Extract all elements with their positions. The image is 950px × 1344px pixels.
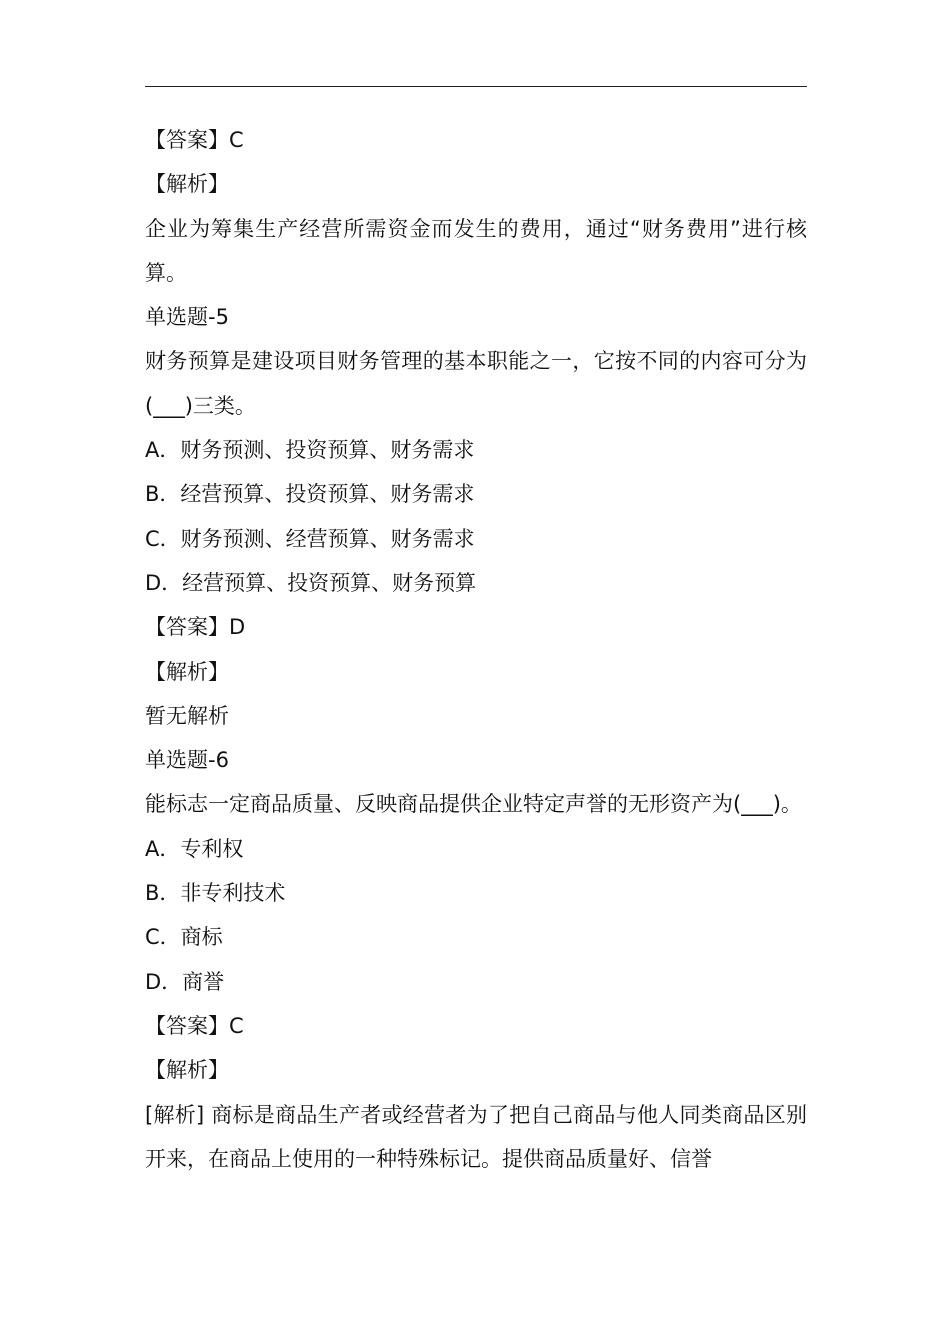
answer-label: 【答案】D <box>145 615 246 640</box>
analysis-label: 【解析】 <box>145 659 229 684</box>
option-a: A．专利权 <box>145 836 244 861</box>
question-stem: 能标志一定商品质量、反映商品提供企业特定声誉的无形资产为(___)。 <box>145 792 802 817</box>
question-title: 单选题-5 <box>145 305 229 330</box>
option-c: C．商标 <box>145 925 223 950</box>
analysis-text: 暂无解析 <box>145 703 229 728</box>
analysis-label: 【解析】 <box>145 172 229 197</box>
question-title: 单选题-6 <box>145 748 229 773</box>
answer-label: 【答案】C <box>145 128 244 152</box>
analysis-text: 企业为筹集生产经营所需资金而发生的费用，通过“财务费用”进行核算。 <box>145 216 807 285</box>
question-stem: 财务预算是建设项目财务管理的基本职能之一，它按不同的内容可分为(___)三类。 <box>145 349 807 418</box>
analysis-label: 【解析】 <box>145 1058 229 1083</box>
option-b: B．非专利技术 <box>145 881 286 906</box>
option-d: D．商誉 <box>145 969 225 994</box>
answer-label: 【答案】C <box>145 1013 244 1038</box>
option-b: B．经营预算、投资预算、财务需求 <box>145 482 475 507</box>
option-d: D．经营预算、投资预算、财务预算 <box>145 570 477 595</box>
option-c: C．财务预测、经营预算、财务需求 <box>145 526 475 551</box>
analysis-text: [解析] 商标是商品生产者或经营者为了把自己商品与他人同类商品区别开来，在商品上使用的一种特殊标记。提供商品质量好、信誉 <box>145 1102 807 1171</box>
option-a: A．财务预测、投资预算、财务需求 <box>145 438 475 463</box>
header-rule <box>145 86 807 87</box>
document-body <box>145 118 807 1181</box>
